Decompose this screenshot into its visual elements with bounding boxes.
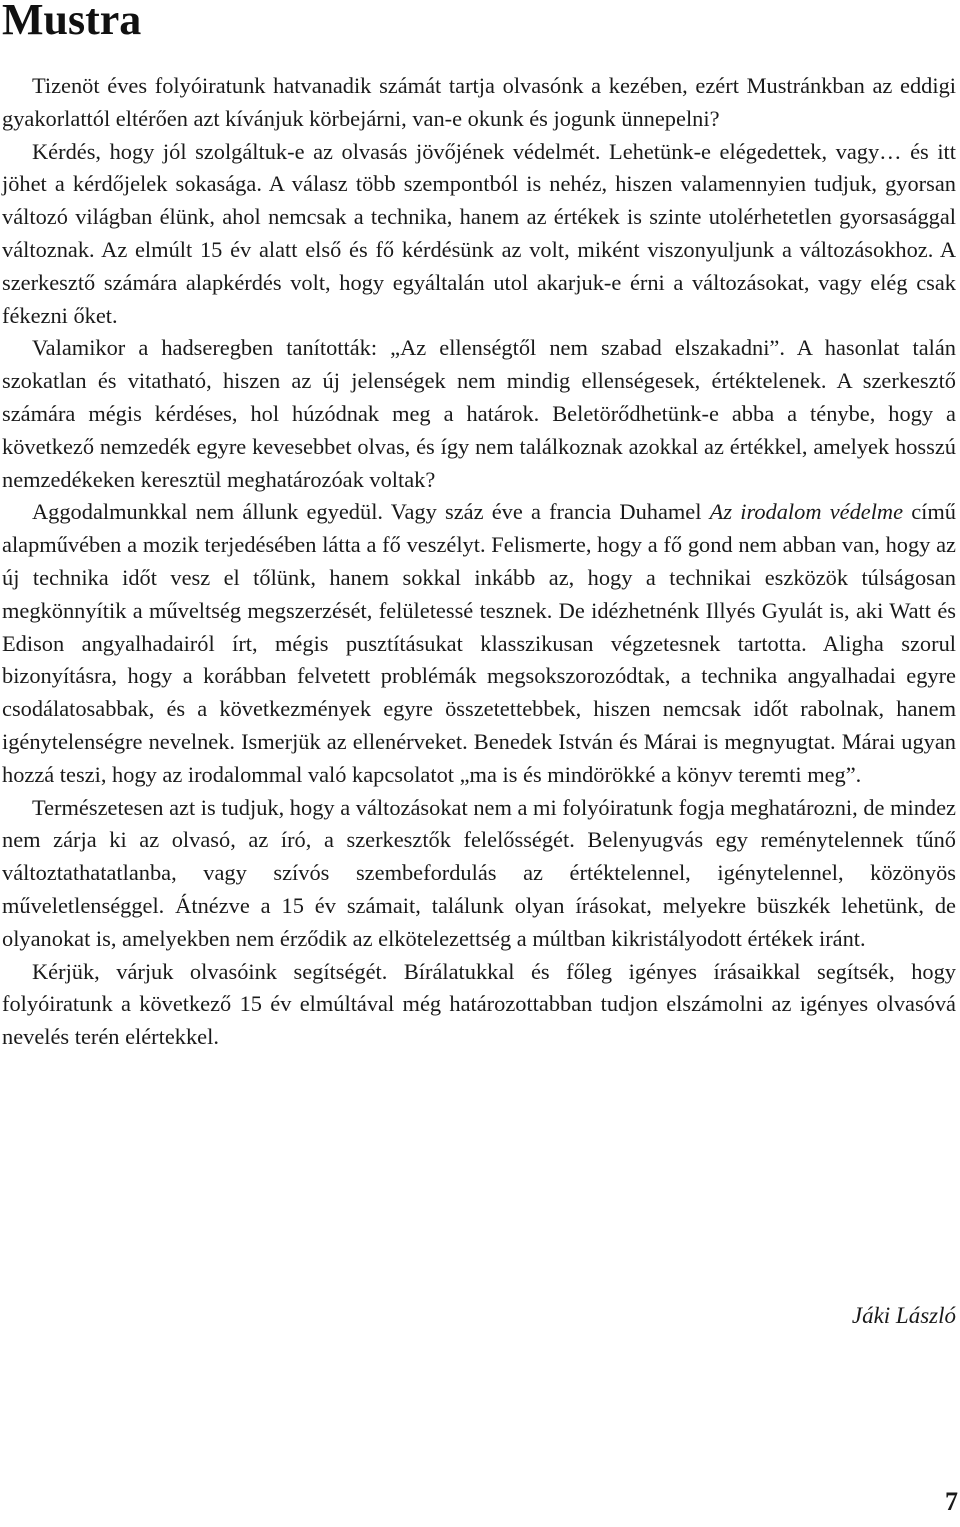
paragraph-4-lead: Aggodalmunkkal nem állunk egyedül. Vagy száz éve a francia Duhamel: [32, 499, 710, 525]
paragraph-3: Valamikor a hadseregben tanították: „Az ellenségtől nem szabad elszakadni”. A hasonlat talán szokatlan és vitatható, hiszen az új jelenségek nem mindig ellenségesek, értéktelenek. A szerkesztő számára mégis kérdéses, hol húzódnak meg a határok. Beletörődhetünk-e abba a ténybe, hogy a következő nemzedék egyre kevesebbet olvas, és így nem találkoznak azokkal az értékkel, amelyek hosszú nemzedékeken keresztül meghatározóak voltak?: [2, 335, 956, 492]
paragraph-2: Kérdés, hogy jól szolgáltuk-e az olvasás jövőjének védelmét. Lehetünk-e elégedettek, vagy… és itt jöhet a kérdőjelek sokasága. A válasz több szempontból is nehéz, hiszen valamennyien tudjuk, gyorsan változó világban élünk, ahol nemcsak a technika, hanem az értékek is szinte utolérhetetlen gyorsasággal változnak. Az elmúlt 15 év alatt első és fő kérdésünk az volt, miként viszonyuljunk a változásokhoz. A szerkesztő számára alapkérdés volt, hogy egyáltalán utol akarjuk-e érni a változásokat, vagy elég csak fékezni őket.: [2, 138, 956, 328]
paragraph-4: [2, 496, 956, 791]
book-title: Az irodalom védelme: [709, 499, 904, 525]
paragraph-5: Természetesen azt is tudjuk, hogy a változásokat nem a mi folyóiratunk fogja meghatározni, de mindez nem zárja ki az olvasó, az író, a szerkesztők felelősségét. Belenyugvás egy reménytelennek tűnő változtathatatlanba, vagy szívós szembefordulás az értéktelennel, igénytelennel, közönyös műveletlenséggel. Átnézve a 15 év számait, találunk olyan írásokat, melyekre büszkék lehetünk, de olyanokat is, amelyekben nem érződik az elkötelezettség a múltban kikristályodott értékek iránt.: [2, 794, 956, 951]
page-number: 7: [945, 1487, 958, 1516]
author-signature: Jáki László: [851, 1303, 956, 1328]
paragraph-4-rest: című alapművében a mozik terjedésében látta a fő veszélyt. Felismerte, hogy a fő gond nem abban van, hogy az új technika időt vesz el tőlünk, hanem sokkal inkább az, hogy a technikai eszközök túlságosan megkönnyítik a műveltség megszerzését, felületessé tesznek. De idézhetnénk Illyés Gyulát is, aki Watt és Edison angyalhadairól írt, mégis pusztításukat klasszikusan végzetesnek tartotta. Aligha szorul bizonyításra, hogy a korábban felvetett problémák megsokszorozódtak, a technika angyalhadai egyre csodálatosabbak, és a következmények egyre összetettebbek, hiszen nemcsak időt rabolnak, hanem igénytelenségre nevelnek. Ismerjük az ellenérveket. Benedek István és Márai is megnyugtat. Márai ugyan hozzá teszi, hogy az irodalommal való kapcsolatot „ma is és mindörökké a könyv teremti meg”.: [2, 499, 956, 787]
article-body: [2, 70, 956, 1054]
paragraph-6: Kérjük, várjuk olvasóink segítségét. Bírálatukkal és főleg igényes írásaikkal segítsék, hogy folyóiratunk a következő 15 év elmúltával még határozottabban tudjon elszámolni az igényes olvasóvá nevelés terén elértekkel.: [2, 958, 956, 1050]
page-title: Mustra: [2, 0, 142, 44]
paragraph-1: Tizenöt éves folyóiratunk hatvanadik számát tartja olvasónk a kezében, ezért Mustránkban az eddigi gyakorlattól eltérően azt kívánjuk körbejárni, van-e okunk és jogunk ünnepelni?: [2, 73, 956, 131]
